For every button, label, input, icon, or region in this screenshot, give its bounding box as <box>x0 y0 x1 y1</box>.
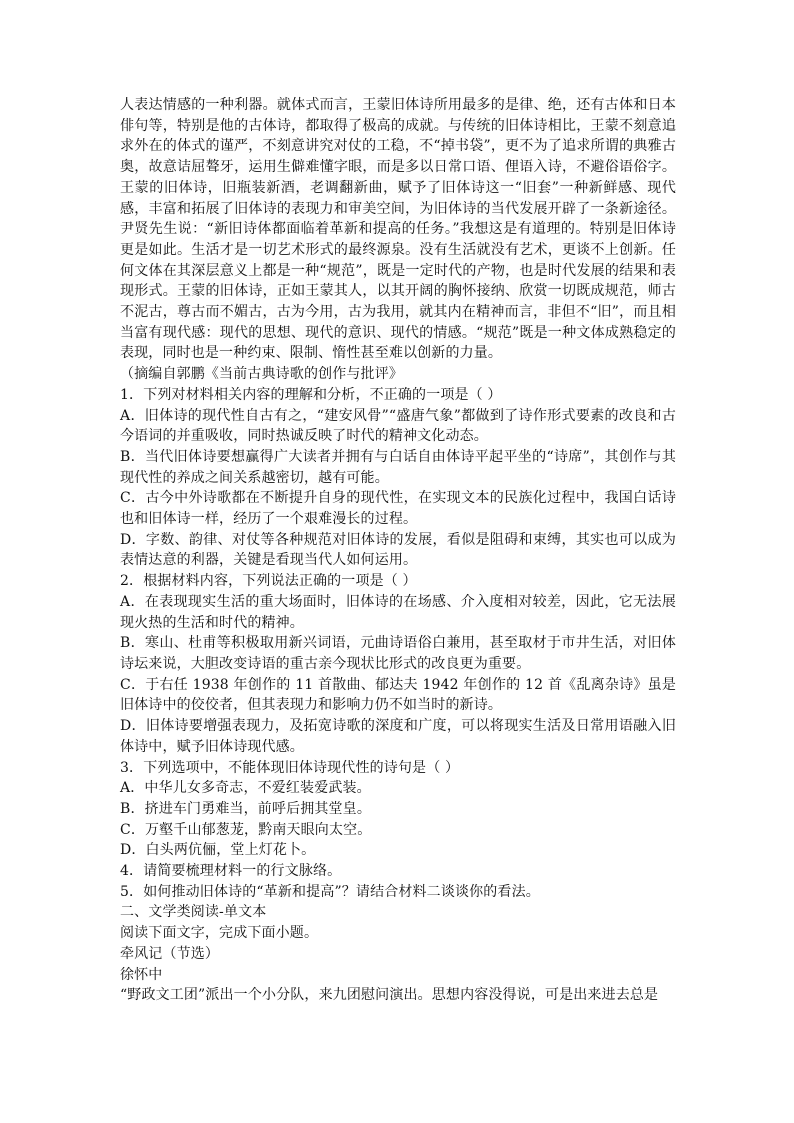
reading-instruction: 阅读下面文字，完成下面小题。 <box>120 925 319 942</box>
story-first-line: “野政文工团”派出一个小分队，来九团慰问演出。思想内容没得说，可是出来进去总是 <box>120 987 659 1004</box>
source-citation: （摘编自郭鹏《当前古典诗歌的创作与批评》 <box>120 366 403 383</box>
question-3-option-a: A．中华儿女多奇志，不爱红装爱武装。 <box>120 780 371 797</box>
question-3-option-c: C．万壑千山郁葱茏，黔南天眼向太空。 <box>120 821 372 838</box>
story-author: 徐怀中 <box>120 966 163 983</box>
question-2-stem: 2．根据材料内容，下列说法正确的一项是（ ） <box>120 573 417 590</box>
question-3-option-d: D．白头两伉俪，堂上灯花卜。 <box>120 842 316 859</box>
document-page <box>120 95 676 1006</box>
section-heading: 二、文学类阅读-单文本 <box>120 904 267 921</box>
question-1-option-c: C．古今中外诗歌都在不断提升自身的现代性，在实现文本的民族化过程中，我国白话诗也和旧体诗一样，经历了一个艰难漫长的过程。 <box>120 490 676 528</box>
question-3-stem: 3．下列选项中，不能体现旧体诗现代性的诗句是（ ） <box>120 759 460 776</box>
question-2-option-b: B．寒山、杜甫等积极取用新兴词语，元曲诗语俗白兼用，甚至取材于市井生活，对旧体诗坛来说，大胆改变诗语的重古亲今现状比形式的改良更为重要。 <box>120 635 676 672</box>
story-title: 牵风记（节选） <box>120 945 220 962</box>
question-2-option-c: C．于右任 1938 年创作的 11 首散曲、郁达夫 1942 年创作的 12 首《乱离杂诗》虽是旧体诗中的佼佼者，但其表现力和影响力仍不如当时的新诗。 <box>120 676 676 714</box>
question-1-stem: 1．下列对材料相关内容的理解和分析，不正确的一项是（ ） <box>120 386 502 403</box>
material-paragraph: 人表达情感的一种利器。就体式而言，王蒙旧体诗所用最多的是律、绝，还有古体和日本俳句等，特别是他的古体诗，都取得了极高的成就。与传统的旧体诗相比，王蒙不刻意追求外在的体式的谨严，不刻意讲究对仗的工稳，不“掉书袋”，更不为了追求所谓的典雅古奥，故意诘屈聱牙，运用生僻难懂字眼，而是多以日常口语、俚语入诗，不避俗语俗字。王蒙的旧体诗，旧瓶装新酒，老调翻新曲，赋予了旧体诗这一“旧套”一种新鲜感、现代感，丰富和拓展了旧体诗的表现力和审美空间，为旧体诗的当代发展开辟了一条新途径。尹贤先生说：“新旧诗体都面临着革新和提高的任务。”我想这是有道理的。特别是旧体诗更是如此。生活才是一切艺术形式的最终源泉。没有生活就没有艺术，更谈不上创新。任何文体在其深层意义上都是一种“规范”，既是一定时代的产物，也是时代发展的结果和表现形式。王蒙的旧体诗，正如王蒙其人，以其开阔的胸怀接纳、欣赏一切既成规范，师古不泥古，尊古而不媚古，古为今用，古为我用，就其内在精神而言，非但不“旧”，而且相当富有现代感：现代的思想、现代的意识、现代的情感。“规范”既是一种文体成熟稳定的表现，同时也是一种约束、限制、惰性甚至难以创新的力量。 <box>120 97 676 362</box>
question-5: 5．如何推动旧体诗的“革新和提高”？请结合材料二谈谈你的看法。 <box>120 883 540 900</box>
question-1-option-d: D．字数、韵律、对仗等各种规范对旧体诗的发展，看似是阻碍和束缚，其实也可以成为表情达意的利器，关键是看现当代人如何运用。 <box>120 531 676 569</box>
question-1-option-b: B．当代旧体诗要想赢得广大读者并拥有与白话自由体诗平起平坐的“诗席”，其创作与其现代性的养成之间关系越密切，越有可能。 <box>120 448 676 486</box>
question-4: 4．请简要梳理材料一的行文脉络。 <box>120 863 342 880</box>
question-1-option-a: A．旧体诗的现代性自古有之，“建安风骨”“盛唐气象”都做到了诗作形式要素的改良和古今语词的并重吸收，同时热诚反映了时代的精神文化动态。 <box>120 407 676 445</box>
question-2-option-a: A．在表现现实生活的重大场面时，旧体诗的在场感、介入度相对较差，因此，它无法展现火热的生活和时代的精神。 <box>120 593 676 631</box>
question-2-option-d: D．旧体诗要增强表现力，及拓宽诗歌的深度和广度，可以将现实生活及日常用语融入旧体诗中，赋予旧体诗现代感。 <box>120 718 676 755</box>
question-3-option-b: B．挤进车门勇难当，前呼后拥其堂皇。 <box>120 800 371 817</box>
